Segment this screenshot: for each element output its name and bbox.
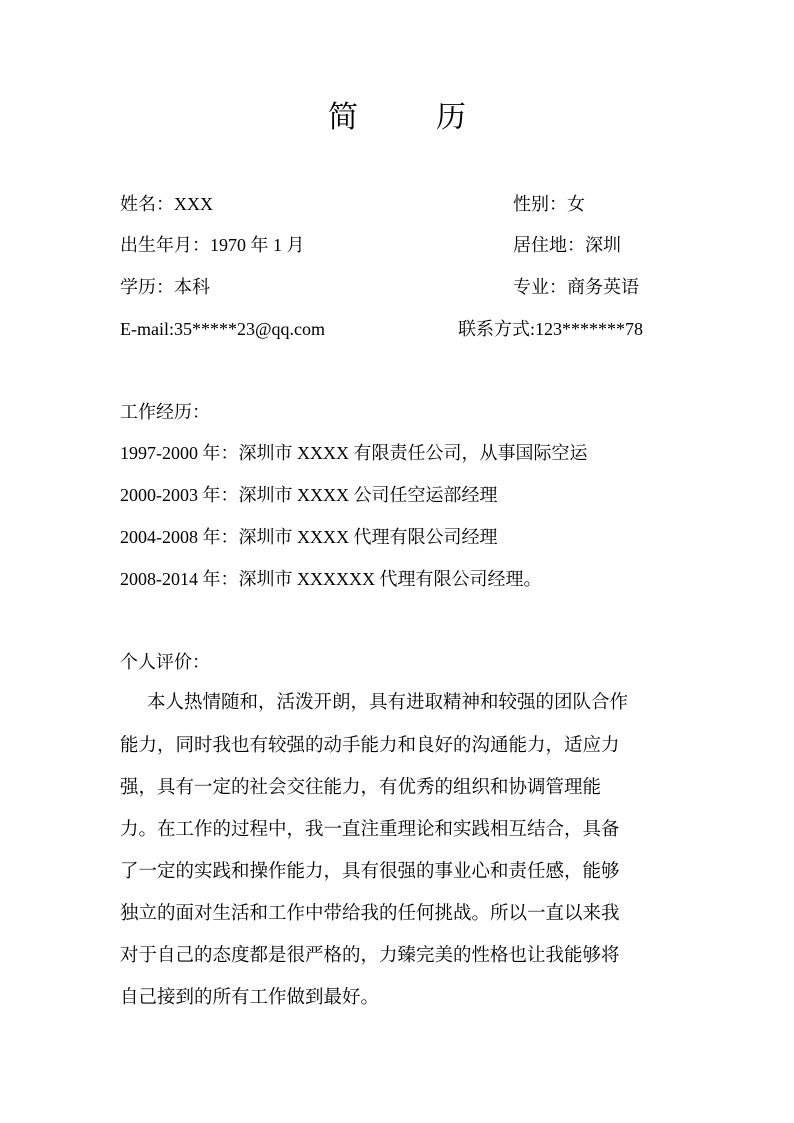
self-evaluation-line: 自己接到的所有工作做到最好。 [120, 988, 380, 1008]
info-row-name-gender [120, 191, 680, 217]
self-evaluation-line: 对于自己的态度都是很严格的，力臻完美的性格也让我能够将 [120, 946, 620, 966]
major-field: 专业：商务英语 [513, 277, 639, 297]
work-experience-heading: 工作经历： [120, 402, 210, 422]
self-evaluation-line: 独立的面对生活和工作中带给我的任何挑战。所以一直以来我 [120, 904, 620, 924]
work-experience-item: 2004-2008 年：深圳市 XXXX 代理有限公司经理 [120, 527, 498, 547]
info-row-email-contact [120, 316, 680, 342]
name-field: 姓名：XXX [120, 194, 213, 214]
contact-field: 联系方式:123*******78 [458, 319, 644, 339]
self-evaluation-line: 能力，同时我也有较强的动手能力和良好的沟通能力，适应力 [120, 736, 620, 756]
self-evaluation-heading: 个人评价： [120, 652, 210, 672]
gender-field: 性别：女 [513, 194, 585, 214]
work-experience-item: 1997-2000 年：深圳市 XXXX 有限责任公司，从事国际空运 [120, 443, 588, 463]
work-experience-item: 2000-2003 年：深圳市 XXXX 公司任空运部经理 [120, 485, 498, 505]
residence-field: 居住地：深圳 [513, 235, 621, 255]
self-evaluation-line: 强，具有一定的社会交往能力，有优秀的组织和协调管理能 [120, 778, 602, 798]
page-title: 简 历 [328, 101, 490, 134]
work-experience-item: 2008-2014 年：深圳市 XXXXXX 代理有限公司经理。 [120, 569, 542, 589]
self-evaluation-line: 了一定的实践和操作能力，具有很强的事业心和责任感，能够 [120, 862, 620, 882]
self-evaluation-line: 力。在工作的过程中，我一直注重理论和实践相互结合，具备 [120, 820, 620, 840]
email-field: E-mail:35*****23@qq.com [120, 319, 326, 339]
education-field: 学历：本科 [120, 277, 210, 297]
self-evaluation-line: 本人热情随和，活泼开朗，具有进取精神和较强的团队合作 [147, 693, 629, 713]
info-row-education-major [120, 274, 680, 300]
info-row-birth-residence [120, 232, 680, 258]
birth-field: 出生年月：1970 年 1 月 [120, 235, 305, 255]
